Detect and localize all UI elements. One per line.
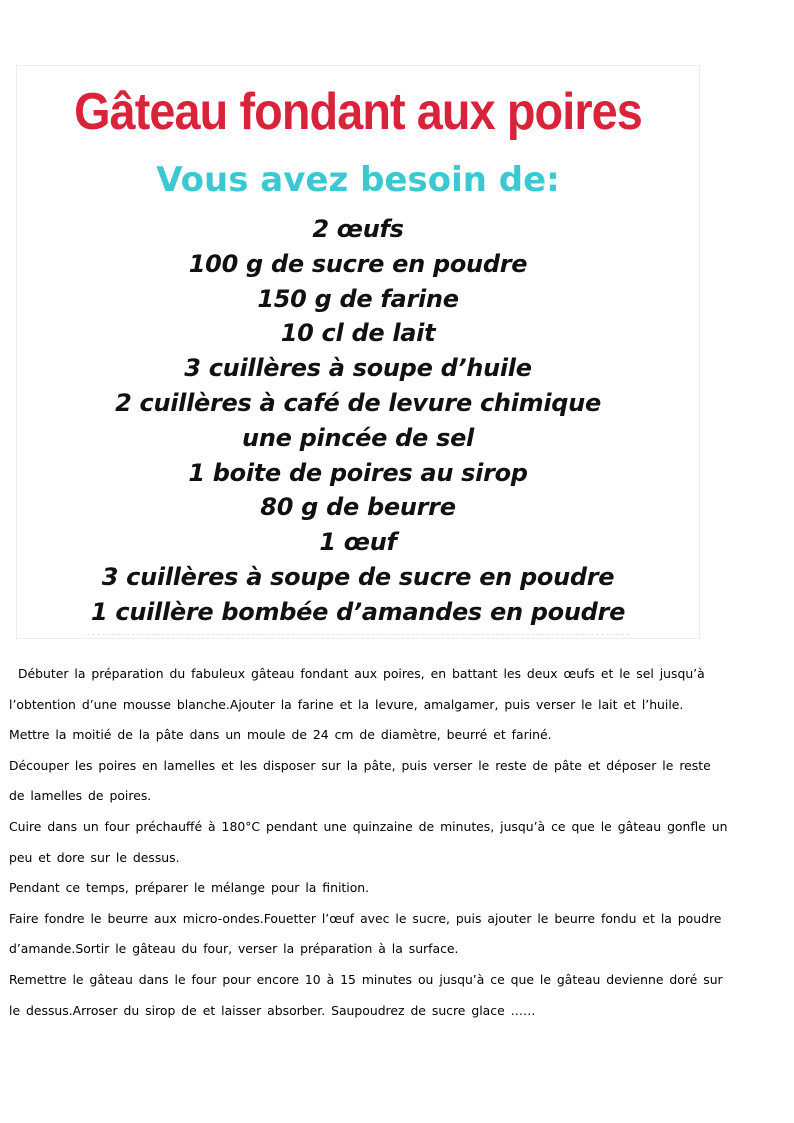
ingredient-item: 100 g de sucre en poudre [188, 249, 528, 278]
instruction-line: Faire fondre le beurre aux micro-ondes.Fouetter l’œuf avec le sucre, puis ajouter le beurre fondu et la poudre [9, 910, 722, 926]
instruction-line: le dessus.Arroser du sirop de et laisser absorber. Saupoudrez de sucre glace …… [9, 1002, 536, 1018]
instruction-line: Mettre la moitié de la pâte dans un moule de 24 cm de diamètre, beurré et fariné. [9, 727, 552, 743]
ingredient-item: 1 cuillère bombée d’amandes en poudre [90, 597, 626, 626]
instruction-line: l’obtention d’une mousse blanche.Ajouter la farine et la levure, amalgamer, puis verser le lait et l’huile. [9, 696, 684, 712]
recipe-card-image [16, 65, 700, 639]
ingredient-item: 2 œufs [312, 215, 404, 243]
ingredient-item: 1 œuf [319, 528, 397, 557]
instruction-line: Remettre le gâteau dans le four pour encore 10 à 15 minutes ou jusqu’à ce que le gâteau devienne doré sur [9, 971, 723, 987]
ingredient-item: une pincée de sel [242, 423, 474, 452]
instruction-line: de lamelles de poires. [9, 788, 152, 804]
ingredient-item: 3 cuillères à soupe de sucre en poudre [101, 562, 615, 591]
instruction-line: Débuter la préparation du fabuleux gâteau fondant aux poires, en battant les deux œufs et le sel jusqu’à [18, 666, 705, 681]
instruction-line: peu et dore sur le dessus. [9, 849, 180, 865]
ingredient-item: 80 g de beurre [260, 493, 456, 522]
recipe-instructions [9, 659, 728, 1026]
ingredient-item: 3 cuillères à soupe d’huile [184, 354, 532, 383]
recipe-title: Gâteau fondant aux poires [74, 83, 642, 141]
ingredient-item: 10 cl de lait [280, 319, 436, 348]
ingredients-heading: Vous avez besoin de: [156, 160, 560, 200]
ingredient-item: 2 cuillères à café de levure chimique [115, 388, 601, 417]
instruction-line: Pendant ce temps, préparer le mélange pour la finition. [9, 880, 370, 896]
instruction-line: Cuire dans un four préchauffé à 180°C pendant une quinzaine de minutes, jusqu’à ce que le gâteau gonfle un [9, 818, 728, 834]
instruction-line: Découper les poires en lamelles et les disposer sur la pâte, puis verser le reste de pâte et déposer le reste [9, 757, 711, 773]
ingredient-item: 150 g de farine [257, 284, 459, 313]
ingredient-item: 1 boite de poires au sirop [188, 458, 528, 487]
instruction-line: d’amande.Sortir le gâteau du four, verser la préparation à la surface. [9, 941, 459, 957]
card-bottom-divider [87, 634, 629, 635]
ingredient-list [17, 212, 699, 630]
